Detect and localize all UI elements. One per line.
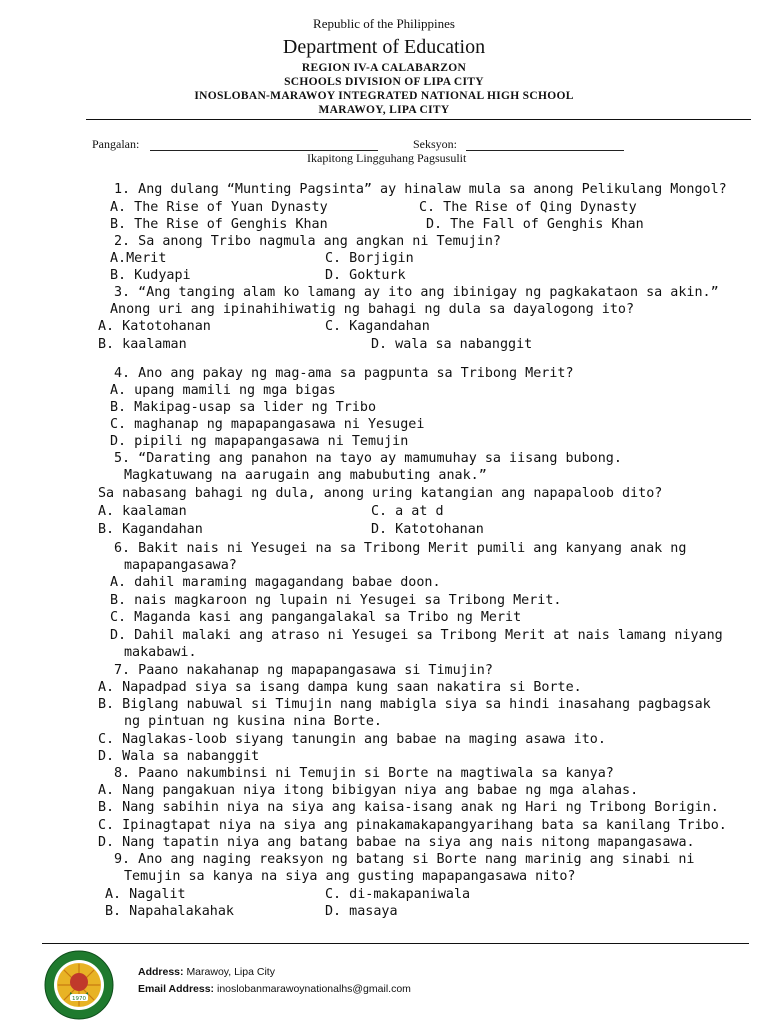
- q7-option-a: A. Napadpad siya sa isang dampa kung saan nakatira si Borte.: [98, 680, 582, 695]
- q4-stem: 4. Ano ang pakay ng mag-ama sa pagpunta sa Tribong Merit?: [114, 366, 574, 381]
- q1-option-a: A. The Rise of Yuan Dynasty: [110, 200, 328, 215]
- q1-option-c: C. The Rise of Qing Dynasty: [419, 200, 637, 215]
- q2-option-b: B. Kudyapi: [110, 268, 191, 283]
- svg-text:1970: 1970: [72, 996, 86, 1002]
- test-title: Ikapitong Lingguhang Pagsusulit: [307, 151, 467, 165]
- q9-stem-line1: 9. Ano ang naging reaksyon ng batang si Borte nang marinig ang sinabi ni: [114, 852, 695, 867]
- q3-option-a: A. Katotohanan: [98, 319, 211, 334]
- q5-stem-line3: Sa nabasang bahagi ng dula, anong uring katangian ang napapaloob dito?: [98, 486, 663, 501]
- header-division: SCHOOLS DIVISION OF LIPA CITY: [284, 76, 484, 88]
- q7-stem: 7. Paano nakahanap ng mapapangasawa si Timujin?: [114, 663, 493, 678]
- section-blank[interactable]: [466, 150, 624, 151]
- q6-stem-line2: mapapangasawa?: [124, 558, 237, 573]
- q4-option-c: C. maghanap ng mapapangasawa ni Yesugei: [110, 417, 425, 432]
- q8-option-b: B. Nang sabihin niya na siya ang kaisa-isang anak ng Hari ng Tribong Borigin.: [98, 800, 719, 815]
- q3-stem-line1: 3. “Ang tanging alam ko lamang ay ito ang ibinigay ng pagkakataon sa akin.”: [114, 285, 719, 300]
- q6-option-c: C. Maganda kasi ang pangangalakal sa Tribo ng Merit: [110, 610, 522, 625]
- footer-address: [138, 966, 275, 978]
- q3-option-b: B. kaalaman: [98, 337, 187, 352]
- q8-stem: 8. Paano nakumbinsi ni Temujin si Borte na magtiwala sa kanya?: [114, 766, 614, 781]
- q6-option-a: A. dahil maraming magagandang babae doon.: [110, 575, 441, 590]
- q9-option-d: D. masaya: [325, 904, 398, 919]
- q3-stem-line2: Anong uri ang ipinahihiwatig ng bahagi ng dula sa dayalogong ito?: [110, 302, 635, 317]
- q6-stem-line1: 6. Bakit nais ni Yesugei na sa Tribong Merit pumili ang kanyang anak ng: [114, 541, 687, 556]
- q7-option-b-line2: ng pintuan ng kusina nina Borte.: [124, 714, 382, 729]
- q5-option-b: B. Kagandahan: [98, 522, 203, 537]
- q5-option-d: D. Katotohanan: [371, 522, 484, 537]
- school-seal-icon: [44, 950, 114, 1020]
- q2-option-c: C. Borjigin: [325, 251, 414, 266]
- q3-option-d: D. wala sa nabanggit: [371, 337, 533, 352]
- q5-stem-line1: 5. “Darating ang panahon na tayo ay mamumuhay sa iisang bubong.: [114, 451, 622, 466]
- header-department: Department of Education: [282, 36, 486, 58]
- header-school: INOSLOBAN-MARAWOY INTEGRATED NATIONAL HIGH SCHOOL: [194, 90, 574, 102]
- q9-option-a: A. Nagalit: [105, 887, 186, 902]
- q4-option-a: A. upang mamili ng mga bigas: [110, 383, 336, 398]
- footer-address-value: Marawoy, Lipa City: [186, 966, 275, 978]
- footer-rule: [42, 943, 749, 944]
- header-region: REGION IV-A CALABARZON: [301, 62, 467, 74]
- q9-stem-line2: Temujin sa kanya na siya ang gusting mapapangasawa nito?: [124, 869, 576, 884]
- q5-option-a: A. kaalaman: [98, 504, 187, 519]
- footer-address-label: Address:: [138, 966, 184, 978]
- q6-option-b: B. nais magkaroon ng lupain ni Yesugei sa Tribong Merit.: [110, 593, 562, 608]
- q2-option-d: D. Gokturk: [325, 268, 406, 283]
- header-address: MARAWOY, LIPA CITY: [318, 104, 450, 116]
- q9-option-c: C. di-makapaniwala: [325, 887, 471, 902]
- footer-email: [138, 983, 411, 995]
- header-republic: Republic of the Philippines: [313, 16, 455, 31]
- q6-option-d-line2: makabawi.: [124, 645, 197, 660]
- q5-stem-line2: Magkatuwang na aarugain ang mabubuting anak.”: [124, 468, 487, 483]
- q7-option-c: C. Naglakas-loob siyang tanungin ang babae na maging asawa ito.: [98, 732, 606, 747]
- q8-option-d: D. Nang tapatin niya ang batang babae na siya ang nais nitong mapangasawa.: [98, 835, 695, 850]
- footer-email-value[interactable]: inoslobanmarawoynationalhs@gmail.com: [216, 983, 411, 995]
- q1-stem: 1. Ang dulang “Munting Pagsinta” ay hinalaw mula sa anong Pelikulang Mongol?: [114, 182, 727, 197]
- school-seal: [44, 950, 114, 1020]
- q1-option-b: B. The Rise of Genghis Khan: [110, 217, 328, 232]
- q7-option-b-line1: B. Biglang nabuwal si Timujin nang mabigla siya sa hindi inasahang pagbagsak: [98, 697, 711, 712]
- q7-option-d: D. Wala sa nabanggit: [98, 749, 260, 764]
- name-label: Pangalan:: [92, 137, 140, 151]
- q2-stem: 2. Sa anong Tribo nagmula ang angkan ni Temujin?: [114, 234, 501, 249]
- q8-option-a: A. Nang pangakuan niya itong bibigyan niya ang babae ng mga alahas.: [98, 783, 639, 798]
- q2-option-a: A.Merit: [110, 251, 167, 266]
- q5-option-c: C. a at d: [371, 504, 444, 519]
- footer-email-label: Email Address:: [138, 983, 215, 995]
- header-rule: [86, 119, 751, 120]
- q1-option-d: D. The Fall of Genghis Khan: [426, 217, 644, 232]
- q6-option-d-line1: D. Dahil malaki ang atraso ni Yesugei sa Tribong Merit at nais lamang niyang: [110, 628, 723, 643]
- q8-option-c: C. Ipinagtapat niya na siya ang pinakamakapangyarihang bata sa kanilang Tribo.: [98, 818, 727, 833]
- q3-option-c: C. Kagandahan: [325, 319, 430, 334]
- section-label: Seksyon:: [413, 137, 458, 151]
- q4-option-b: B. Makipag-usap sa lider ng Tribo: [110, 400, 377, 415]
- q4-option-d: D. pipili ng mapapangasawa ni Temujin: [110, 434, 409, 449]
- q9-option-b: B. Napahalakahak: [105, 904, 234, 919]
